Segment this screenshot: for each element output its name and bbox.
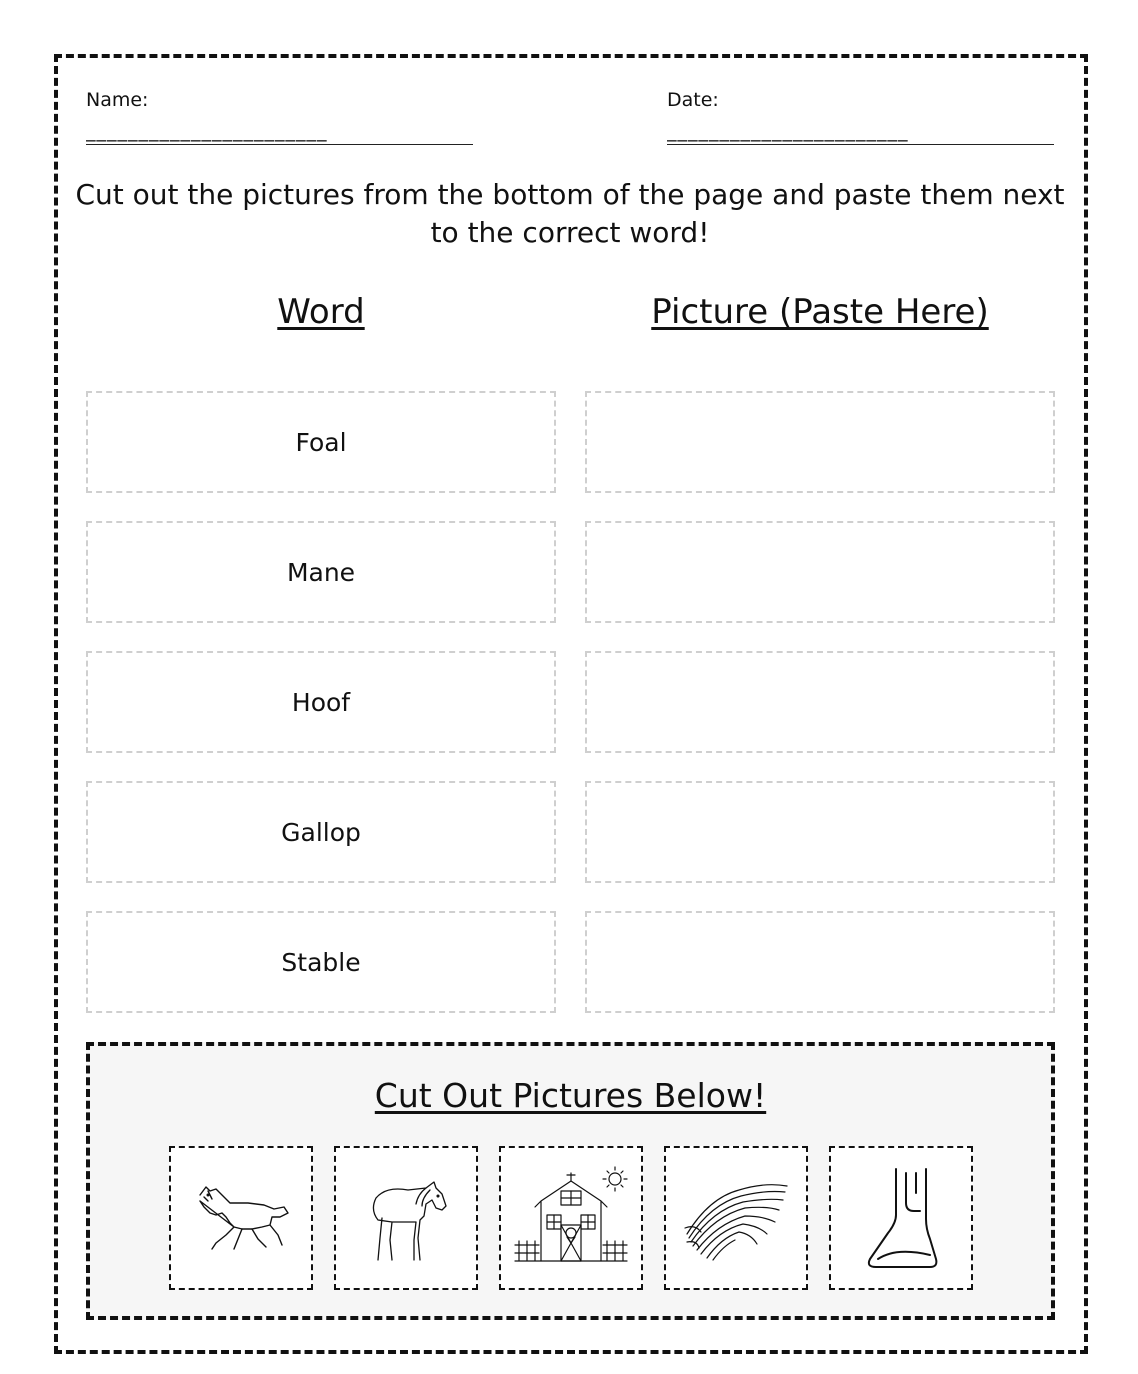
instructions-text: Cut out the pictures from the bottom of the page and paste them next to the correct word! <box>75 178 1065 249</box>
horse-mane-icon <box>679 1168 794 1268</box>
word-box: Mane <box>86 521 556 623</box>
galloping-horse-icon <box>186 1173 296 1263</box>
date-field[interactable] <box>667 88 1054 145</box>
paste-box[interactable] <box>585 781 1055 883</box>
name-field[interactable] <box>86 88 473 145</box>
cutout-title: Cut Out Pictures Below! <box>374 1076 767 1115</box>
picture-card[interactable] <box>829 1146 973 1290</box>
paste-box[interactable] <box>585 651 1055 753</box>
word-box: Stable <box>86 911 556 1013</box>
date-label: Date: <box>667 89 719 111</box>
picture-card[interactable] <box>664 1146 808 1290</box>
picture-card[interactable] <box>169 1146 313 1290</box>
word-box: Foal <box>86 391 556 493</box>
picture-card[interactable] <box>334 1146 478 1290</box>
name-label: Name: <box>86 89 149 111</box>
paste-box[interactable] <box>585 391 1055 493</box>
word-box: Hoof <box>86 651 556 753</box>
stable-barn-icon <box>511 1163 631 1273</box>
picture-column-header: Picture (Paste Here) <box>651 292 989 332</box>
cutout-area <box>86 1042 1055 1320</box>
word-column-header: Word <box>277 292 365 332</box>
date-blank-line[interactable]: _______________________ <box>667 118 1054 145</box>
paste-box[interactable] <box>585 521 1055 623</box>
name-blank-line[interactable]: _______________________ <box>86 118 473 145</box>
picture-card[interactable] <box>499 1146 643 1290</box>
paste-box[interactable] <box>585 911 1055 1013</box>
horse-hoof-icon <box>856 1163 946 1273</box>
foal-icon <box>356 1168 456 1268</box>
word-box: Gallop <box>86 781 556 883</box>
